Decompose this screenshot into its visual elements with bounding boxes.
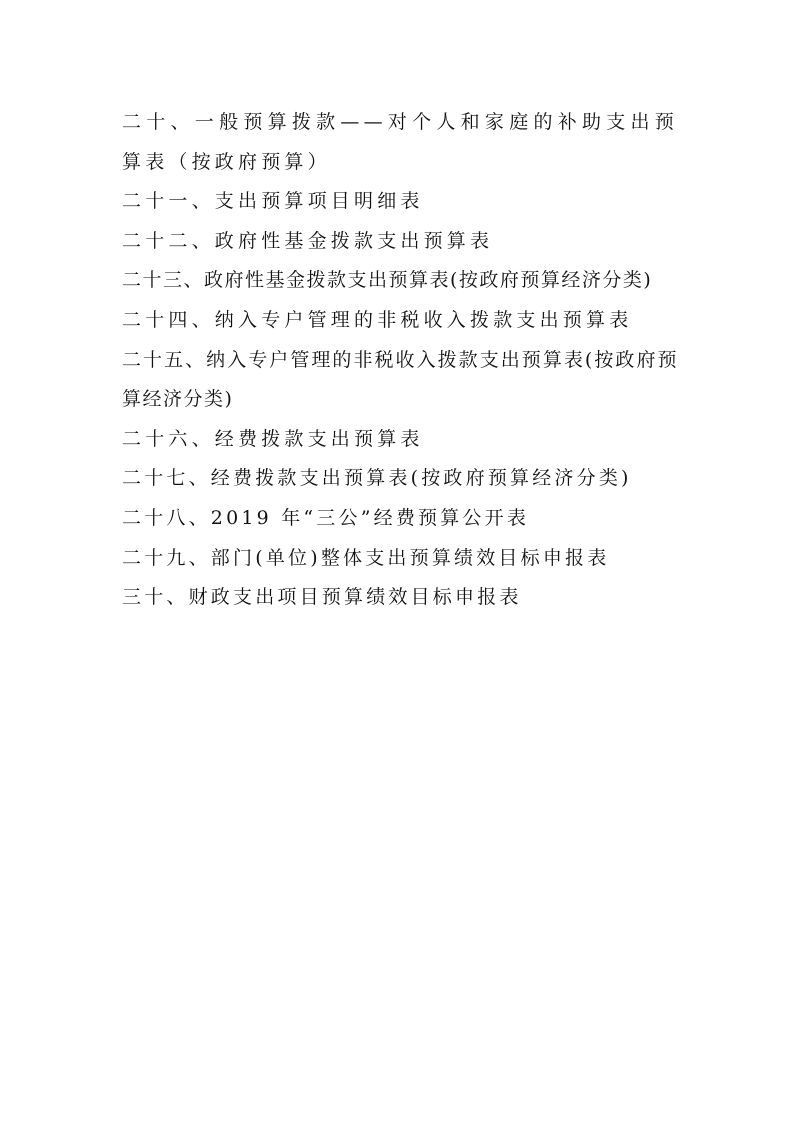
toc-item-24: 二十四、纳入专户管理的非税收入拨款支出预算表	[122, 308, 633, 331]
toc-item-27: 二十七、经费拨款支出预算表(按政府预算经济分类)	[122, 467, 632, 490]
toc-item-30: 三十、财政支出项目预算绩效目标申报表	[122, 586, 522, 609]
toc-item-28: 二十八、2019 年“三公”经费预算公开表	[122, 506, 530, 529]
toc-item-23: 二十三、政府性基金拨款支出预算表(按政府预算经济分类)	[122, 269, 653, 292]
table-of-contents	[122, 103, 678, 618]
toc-item-21: 二十一、支出预算项目明细表	[122, 190, 424, 213]
toc-item-25: 二十五、纳入专户管理的非税收入拨款支出预算表(按政府预算经济分类)	[122, 348, 678, 411]
toc-item-22: 二十二、政府性基金拨款支出预算表	[122, 229, 494, 252]
toc-item-20: 二十、一般预算拨款——对个人和家庭的补助支出预算表（按政府预算）	[122, 111, 678, 173]
toc-item-29: 二十九、部门(单位)整体支出预算绩效目标申报表	[122, 546, 610, 569]
toc-item-26: 二十六、经费拨款支出预算表	[122, 427, 424, 450]
